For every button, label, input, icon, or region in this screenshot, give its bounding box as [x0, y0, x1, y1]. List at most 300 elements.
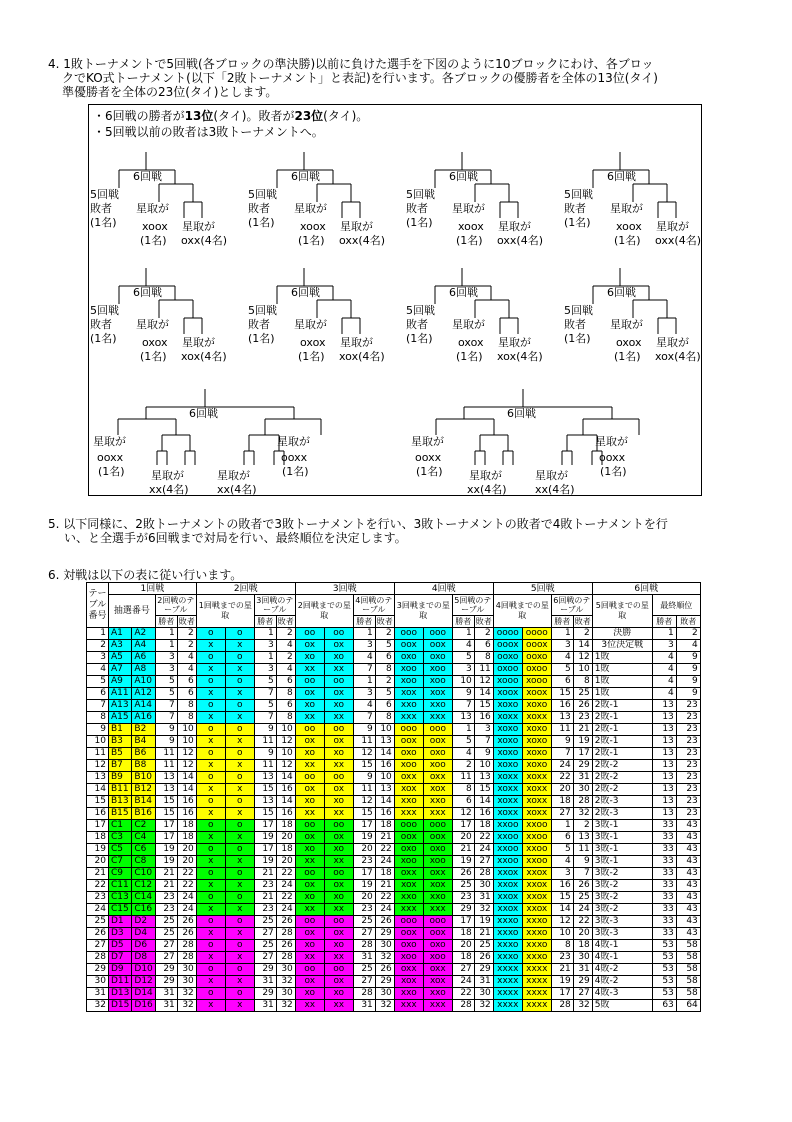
table-row [87, 976, 701, 988]
round5-label: 5回戦 [564, 304, 593, 317]
cell-r3-hoshi-w: oo [295, 964, 324, 976]
cell-draw-b: A16 [132, 712, 155, 724]
cell-r5-table-w: 9 [452, 688, 474, 700]
cell-final-rank-l: 23 [676, 712, 700, 724]
round6-label: 6回戦 [291, 170, 320, 183]
cell-r3-table-w: 3 [254, 640, 276, 652]
cell-r4-table-w: 11 [353, 784, 375, 796]
cell-r4-hoshi-l: xoo [423, 856, 452, 868]
cell-r3-hoshi-w: ox [295, 928, 324, 940]
cell-r2-hoshi-w: x [196, 976, 225, 988]
cell-final-rank-w: 13 [652, 784, 676, 796]
cell-r2-hoshi-w: o [196, 868, 225, 880]
cell-draw-a: B13 [109, 796, 132, 808]
header-draw: 抽選番号 [109, 595, 156, 628]
cell-r3-table-l: 24 [276, 880, 295, 892]
cell-r5-hoshi-w: xxxo [493, 928, 522, 940]
cell-r5-hoshi-l: ooxo [522, 652, 551, 664]
cell-r3-hoshi-w: xx [295, 1000, 324, 1012]
loser-label: 敗者 [406, 318, 428, 331]
cell-r4-table-l: 6 [375, 700, 394, 712]
cell-r3-hoshi-w: xx [295, 664, 324, 676]
cell-r5-table-w: 1 [452, 724, 474, 736]
cell-final-rank-w: 13 [652, 724, 676, 736]
cell-final-rank-l: 23 [676, 748, 700, 760]
cell-final-rank-l: 43 [676, 880, 700, 892]
cell-r5-hoshi-l: xoxx [522, 796, 551, 808]
cell-r6-table-w: 7 [551, 748, 573, 760]
record-value: xoox [616, 220, 642, 233]
cell-r2-hoshi-l: o [225, 796, 254, 808]
cell-r6-bracket: 3敗-1 [592, 820, 652, 832]
cell-r4-hoshi-w: oox [394, 736, 423, 748]
header-r6-hoshi: 5回戦までの星取 [592, 595, 652, 628]
cell-draw-a: C11 [109, 880, 132, 892]
cell-r4-table-l: 22 [375, 844, 394, 856]
cell-r5-table-w: 13 [452, 712, 474, 724]
cell-r4-hoshi-l: ooo [423, 628, 452, 640]
cell-final-rank-w: 33 [652, 892, 676, 904]
cell-r6-table-l: 31 [573, 964, 592, 976]
cell-r6-table-w: 3 [551, 868, 573, 880]
cell-final-rank-w: 13 [652, 700, 676, 712]
cell-final-rank-w: 13 [652, 808, 676, 820]
cell-r6-bracket: 2敗-1 [592, 700, 652, 712]
cell-r2-hoshi-l: x [225, 784, 254, 796]
cell-r2-table-w: 27 [155, 940, 177, 952]
cell-r6-bracket: 4敗-1 [592, 940, 652, 952]
count-label: (1名) [140, 350, 167, 363]
loser-label: 敗者 [406, 202, 428, 215]
cell-r4-table-l: 18 [375, 820, 394, 832]
cell-final-rank-l: 43 [676, 892, 700, 904]
cell-draw-b: B14 [132, 796, 155, 808]
cell-r3-table-w: 29 [254, 964, 276, 976]
cell-r5-table-w: 18 [452, 928, 474, 940]
cell-r5-hoshi-l: xoxo [522, 724, 551, 736]
cell-draw-a: C7 [109, 856, 132, 868]
cell-r2-table-w: 7 [155, 712, 177, 724]
round5-label: 5回戦 [248, 188, 277, 201]
header-r4-tbl: 5回戦のテーブル [454, 596, 492, 614]
cell-r4-table-l: 26 [375, 916, 394, 928]
cell-r6-table-l: 28 [573, 796, 592, 808]
cell-r4-hoshi-w: oox [394, 928, 423, 940]
cell-r2-table-w: 9 [155, 724, 177, 736]
cell-r2-table-l: 10 [177, 736, 196, 748]
record-value: ooxx [97, 451, 124, 464]
cell-r3-hoshi-l: oo [324, 868, 353, 880]
cell-r4-table-w: 27 [353, 928, 375, 940]
cell-draw-a: D1 [109, 916, 132, 928]
cell-r2-table-l: 24 [177, 892, 196, 904]
cell-r5-hoshi-l: xxxo [522, 916, 551, 928]
cell-r4-table-w: 31 [353, 952, 375, 964]
cell-r5-table-w: 1 [452, 628, 474, 640]
cell-r3-hoshi-w: ox [295, 832, 324, 844]
cell-draw-b: A12 [132, 688, 155, 700]
cell-r6-table-l: 20 [573, 928, 592, 940]
cell-r6-table-w: 28 [551, 1000, 573, 1012]
cell-r2-hoshi-l: x [225, 736, 254, 748]
cell-r6-table-w: 1 [551, 628, 573, 640]
header-r5-tbl: 6回戦のテーブル [553, 596, 591, 614]
cell-r4-table-w: 7 [353, 712, 375, 724]
cell-r5-hoshi-l: oxoo [522, 664, 551, 676]
cell-r2-hoshi-l: o [225, 940, 254, 952]
record-value: ooxx [599, 451, 626, 464]
table-row [87, 796, 701, 808]
cell-table-no: 9 [87, 724, 109, 736]
round6-label: 6回戦 [291, 286, 320, 299]
cell-r3-hoshi-l: xx [324, 760, 353, 772]
cell-r3-hoshi-l: ox [324, 880, 353, 892]
cell-r5-table-w: 12 [452, 808, 474, 820]
cell-r5-hoshi-l: xxxx [522, 964, 551, 976]
cell-r4-hoshi-l: xoo [423, 760, 452, 772]
cell-draw-a: D3 [109, 928, 132, 940]
cell-final-rank-l: 58 [676, 976, 700, 988]
cell-r3-table-l: 24 [276, 904, 295, 916]
cell-r3-table-l: 30 [276, 964, 295, 976]
cell-r2-hoshi-w: o [196, 844, 225, 856]
cell-r3-hoshi-w: xo [295, 892, 324, 904]
cell-final-rank-l: 23 [676, 796, 700, 808]
cell-r5-table-l: 22 [474, 832, 493, 844]
record-label: 星取が [610, 202, 643, 215]
cell-table-no: 15 [87, 796, 109, 808]
cell-r3-table-l: 14 [276, 772, 295, 784]
round6-label: 6回戦 [607, 170, 636, 183]
cell-r2-table-l: 6 [177, 688, 196, 700]
record-value: oxx(4名) [655, 234, 701, 247]
cell-r4-hoshi-l: ooo [423, 724, 452, 736]
cell-r2-table-l: 4 [177, 652, 196, 664]
cell-r2-hoshi-w: x [196, 856, 225, 868]
cell-r4-table-l: 26 [375, 964, 394, 976]
cell-r3-table-w: 7 [254, 688, 276, 700]
count-label: (1名) [564, 216, 591, 229]
cell-r3-table-w: 11 [254, 736, 276, 748]
loser-label: 敗者 [564, 202, 586, 215]
cell-r2-table-w: 1 [155, 628, 177, 640]
cell-draw-b: B12 [132, 784, 155, 796]
cell-r5-table-l: 25 [474, 940, 493, 952]
cell-r4-table-l: 14 [375, 796, 394, 808]
count-label: (1名) [456, 234, 483, 247]
cell-r6-table-w: 15 [551, 892, 573, 904]
cell-r4-hoshi-l: oox [423, 928, 452, 940]
cell-table-no: 21 [87, 868, 109, 880]
cell-draw-b: B16 [132, 808, 155, 820]
cell-r3-table-w: 17 [254, 820, 276, 832]
cell-final-rank-l: 23 [676, 700, 700, 712]
cell-r5-hoshi-w: xxox [493, 880, 522, 892]
cell-r4-table-w: 19 [353, 832, 375, 844]
cell-r4-table-l: 32 [375, 1000, 394, 1012]
cell-r2-table-w: 9 [155, 736, 177, 748]
cell-r4-hoshi-l: oxo [423, 748, 452, 760]
cell-r3-table-l: 16 [276, 784, 295, 796]
cell-draw-a: B3 [109, 736, 132, 748]
header-r2-tbl: 3回戦のテーブル [256, 596, 294, 614]
cell-r6-table-w: 10 [551, 928, 573, 940]
cell-r2-table-l: 22 [177, 868, 196, 880]
cell-r2-hoshi-l: o [225, 676, 254, 688]
cell-final-rank-l: 64 [676, 1000, 700, 1012]
cell-r3-table-w: 17 [254, 844, 276, 856]
cell-r5-hoshi-w: xxoo [493, 856, 522, 868]
cell-r4-hoshi-w: ooo [394, 820, 423, 832]
cell-r2-hoshi-l: o [225, 748, 254, 760]
cell-r5-table-l: 21 [474, 928, 493, 940]
cell-r2-table-w: 27 [155, 952, 177, 964]
cell-r5-table-w: 25 [452, 880, 474, 892]
cell-table-no: 22 [87, 880, 109, 892]
record-label: 星取が [182, 220, 215, 233]
cell-r3-table-w: 27 [254, 952, 276, 964]
cell-r5-table-w: 20 [452, 940, 474, 952]
cell-r3-table-l: 22 [276, 892, 295, 904]
table-row [87, 784, 701, 796]
count-label: (1名) [564, 332, 591, 345]
cell-r5-hoshi-l: xxoo [522, 820, 551, 832]
table-row [87, 1000, 701, 1012]
record-value: oxx(4名) [339, 234, 385, 247]
cell-r2-table-l: 18 [177, 820, 196, 832]
round6-label: 6回戦 [449, 286, 478, 299]
round5-label: 5回戦 [406, 304, 435, 317]
cell-r2-table-w: 23 [155, 904, 177, 916]
cell-r6-table-l: 30 [573, 952, 592, 964]
table-row [87, 988, 701, 1000]
cell-draw-a: D15 [109, 1000, 132, 1012]
header-winner: 勝者 [353, 616, 375, 628]
cell-r3-hoshi-l: xo [324, 748, 353, 760]
cell-r2-hoshi-l: o [225, 844, 254, 856]
cell-r3-table-w: 19 [254, 832, 276, 844]
cell-r2-table-l: 28 [177, 940, 196, 952]
cell-r6-table-w: 17 [551, 988, 573, 1000]
cell-final-rank-w: 53 [652, 988, 676, 1000]
record-label: 星取が [136, 318, 169, 331]
cell-r4-table-w: 25 [353, 916, 375, 928]
cell-draw-b: A2 [132, 628, 155, 640]
cell-final-rank-w: 13 [652, 748, 676, 760]
cell-final-rank-w: 33 [652, 916, 676, 928]
cell-r3-hoshi-w: oo [295, 820, 324, 832]
cell-r2-hoshi-l: x [225, 832, 254, 844]
cell-r5-table-w: 10 [452, 676, 474, 688]
cell-table-no: 10 [87, 736, 109, 748]
cell-r4-table-w: 19 [353, 880, 375, 892]
cell-r3-hoshi-w: xx [295, 712, 324, 724]
cell-final-rank-l: 58 [676, 964, 700, 976]
cell-r4-table-w: 3 [353, 640, 375, 652]
cell-final-rank-l: 58 [676, 940, 700, 952]
cell-r2-hoshi-l: x [225, 928, 254, 940]
cell-r5-hoshi-w: xxxo [493, 940, 522, 952]
cell-r4-table-l: 18 [375, 868, 394, 880]
cell-r4-table-l: 6 [375, 652, 394, 664]
cell-r2-hoshi-l: o [225, 772, 254, 784]
record-label: 星取が [294, 202, 327, 215]
cell-r2-table-w: 23 [155, 892, 177, 904]
cell-r6-table-l: 29 [573, 976, 592, 988]
cell-r6-table-l: 25 [573, 892, 592, 904]
cell-r4-hoshi-w: xxx [394, 808, 423, 820]
cell-r3-hoshi-l: ox [324, 688, 353, 700]
cell-r5-table-w: 6 [452, 796, 474, 808]
cell-r6-table-w: 27 [551, 808, 573, 820]
cell-r4-hoshi-l: xox [423, 784, 452, 796]
cell-final-rank-w: 4 [652, 652, 676, 664]
record-value: oxx(4名) [181, 234, 227, 247]
record-value: oxox [300, 336, 326, 349]
cell-r6-bracket: 1敗 [592, 664, 652, 676]
count-label: (1名) [456, 350, 483, 363]
cell-r3-hoshi-l: xo [324, 700, 353, 712]
cell-r3-hoshi-w: xo [295, 748, 324, 760]
cell-r6-bracket: 4敗-3 [592, 988, 652, 1000]
cell-draw-b: D12 [132, 976, 155, 988]
cell-table-no: 16 [87, 808, 109, 820]
cell-draw-b: B10 [132, 772, 155, 784]
table-row [87, 640, 701, 652]
cell-r5-table-l: 14 [474, 796, 493, 808]
cell-r5-table-w: 23 [452, 892, 474, 904]
table-row [87, 928, 701, 940]
header-round1: 1回戦 [109, 583, 197, 595]
cell-r3-hoshi-w: oo [295, 628, 324, 640]
cell-table-no: 29 [87, 964, 109, 976]
cell-r4-hoshi-w: oxo [394, 652, 423, 664]
cell-r3-hoshi-l: xx [324, 856, 353, 868]
cell-r4-table-l: 2 [375, 676, 394, 688]
cell-r2-table-l: 2 [177, 628, 196, 640]
cell-r4-table-l: 30 [375, 988, 394, 1000]
cell-r4-table-w: 4 [353, 652, 375, 664]
cell-draw-b: A4 [132, 640, 155, 652]
cell-r2-table-l: 30 [177, 976, 196, 988]
cell-r3-hoshi-w: oo [295, 772, 324, 784]
cell-draw-a: D11 [109, 976, 132, 988]
cell-r5-table-w: 17 [452, 916, 474, 928]
cell-r3-hoshi-w: ox [295, 784, 324, 796]
cell-r6-bracket: 5敗 [592, 1000, 652, 1012]
cell-r3-table-l: 4 [276, 664, 295, 676]
cell-r6-table-w: 4 [551, 856, 573, 868]
cell-r4-hoshi-w: xxo [394, 892, 423, 904]
cell-final-rank-l: 23 [676, 772, 700, 784]
count-label: (1名) [298, 234, 325, 247]
cell-r3-table-w: 23 [254, 880, 276, 892]
cell-r4-hoshi-l: xoo [423, 952, 452, 964]
cell-r5-table-w: 7 [452, 700, 474, 712]
cell-r6-bracket: 2敗-2 [592, 784, 652, 796]
table-row [87, 724, 701, 736]
cell-r2-table-w: 31 [155, 1000, 177, 1012]
record-value: ooxx [281, 451, 308, 464]
cell-r5-hoshi-w: xoxo [493, 724, 522, 736]
cell-draw-a: B7 [109, 760, 132, 772]
cell-draw-a: D13 [109, 988, 132, 1000]
cell-r5-hoshi-l: xxox [522, 892, 551, 904]
cell-r6-table-l: 24 [573, 904, 592, 916]
cell-final-rank-l: 23 [676, 724, 700, 736]
cell-r5-table-l: 6 [474, 640, 493, 652]
cell-r2-table-l: 10 [177, 724, 196, 736]
note-line2: ・5回戦以前の敗者は3敗トーナメントへ。 [93, 125, 324, 139]
cell-r5-table-w: 3 [452, 664, 474, 676]
cell-r6-table-w: 9 [551, 736, 573, 748]
cell-r2-hoshi-l: x [225, 760, 254, 772]
cell-r2-hoshi-l: o [225, 964, 254, 976]
record-value: xx(4名) [217, 483, 257, 496]
cell-r3-hoshi-w: xo [295, 652, 324, 664]
cell-r4-table-w: 1 [353, 628, 375, 640]
cell-r3-table-l: 12 [276, 760, 295, 772]
cell-r6-bracket: 2敗-3 [592, 808, 652, 820]
cell-r3-hoshi-l: oo [324, 628, 353, 640]
cell-r5-hoshi-w: xooo [493, 676, 522, 688]
section-4-line3: 準優勝者を全体の23位(タイ)とします。 [62, 85, 278, 99]
cell-r2-table-l: 12 [177, 760, 196, 772]
table-row [87, 772, 701, 784]
cell-r3-table-l: 14 [276, 796, 295, 808]
table-row [87, 676, 701, 688]
cell-r5-hoshi-l: xoxx [522, 784, 551, 796]
cell-r3-table-w: 13 [254, 796, 276, 808]
cell-draw-b: A6 [132, 652, 155, 664]
record-label: 星取が [151, 469, 184, 482]
cell-r6-bracket: 4敗-2 [592, 964, 652, 976]
cell-r5-table-l: 15 [474, 700, 493, 712]
cell-r6-table-l: 14 [573, 640, 592, 652]
cell-r4-table-w: 11 [353, 736, 375, 748]
cell-r3-table-l: 28 [276, 928, 295, 940]
cell-r2-table-l: 30 [177, 964, 196, 976]
cell-r4-hoshi-l: xox [423, 688, 452, 700]
cell-r2-table-l: 32 [177, 1000, 196, 1012]
cell-r6-table-l: 29 [573, 760, 592, 772]
section-5 [48, 517, 728, 545]
cell-r3-table-l: 18 [276, 820, 295, 832]
header-loser: 敗者 [676, 616, 700, 628]
cell-r2-table-l: 16 [177, 796, 196, 808]
note-line1: ・6回戦の勝者が13位(タイ)。敗者が23位(タイ)。 [93, 109, 369, 123]
cell-final-rank-w: 53 [652, 976, 676, 988]
cell-r4-hoshi-l: oxx [423, 868, 452, 880]
cell-r2-table-l: 14 [177, 772, 196, 784]
cell-draw-b: D8 [132, 952, 155, 964]
cell-r6-table-w: 18 [551, 796, 573, 808]
record-label: 星取が [656, 220, 689, 233]
cell-r5-table-l: 28 [474, 868, 493, 880]
cell-final-rank-w: 13 [652, 712, 676, 724]
cell-r5-table-w: 22 [452, 988, 474, 1000]
cell-table-no: 4 [87, 664, 109, 676]
cell-r2-table-w: 5 [155, 688, 177, 700]
cell-final-rank-l: 9 [676, 664, 700, 676]
cell-r4-hoshi-l: xoo [423, 676, 452, 688]
cell-r5-hoshi-w: xoxo [493, 760, 522, 772]
table-row [87, 856, 701, 868]
cell-final-rank-l: 58 [676, 988, 700, 1000]
cell-r5-hoshi-w: xoxo [493, 736, 522, 748]
cell-r5-table-w: 17 [452, 820, 474, 832]
cell-final-rank-w: 3 [652, 640, 676, 652]
